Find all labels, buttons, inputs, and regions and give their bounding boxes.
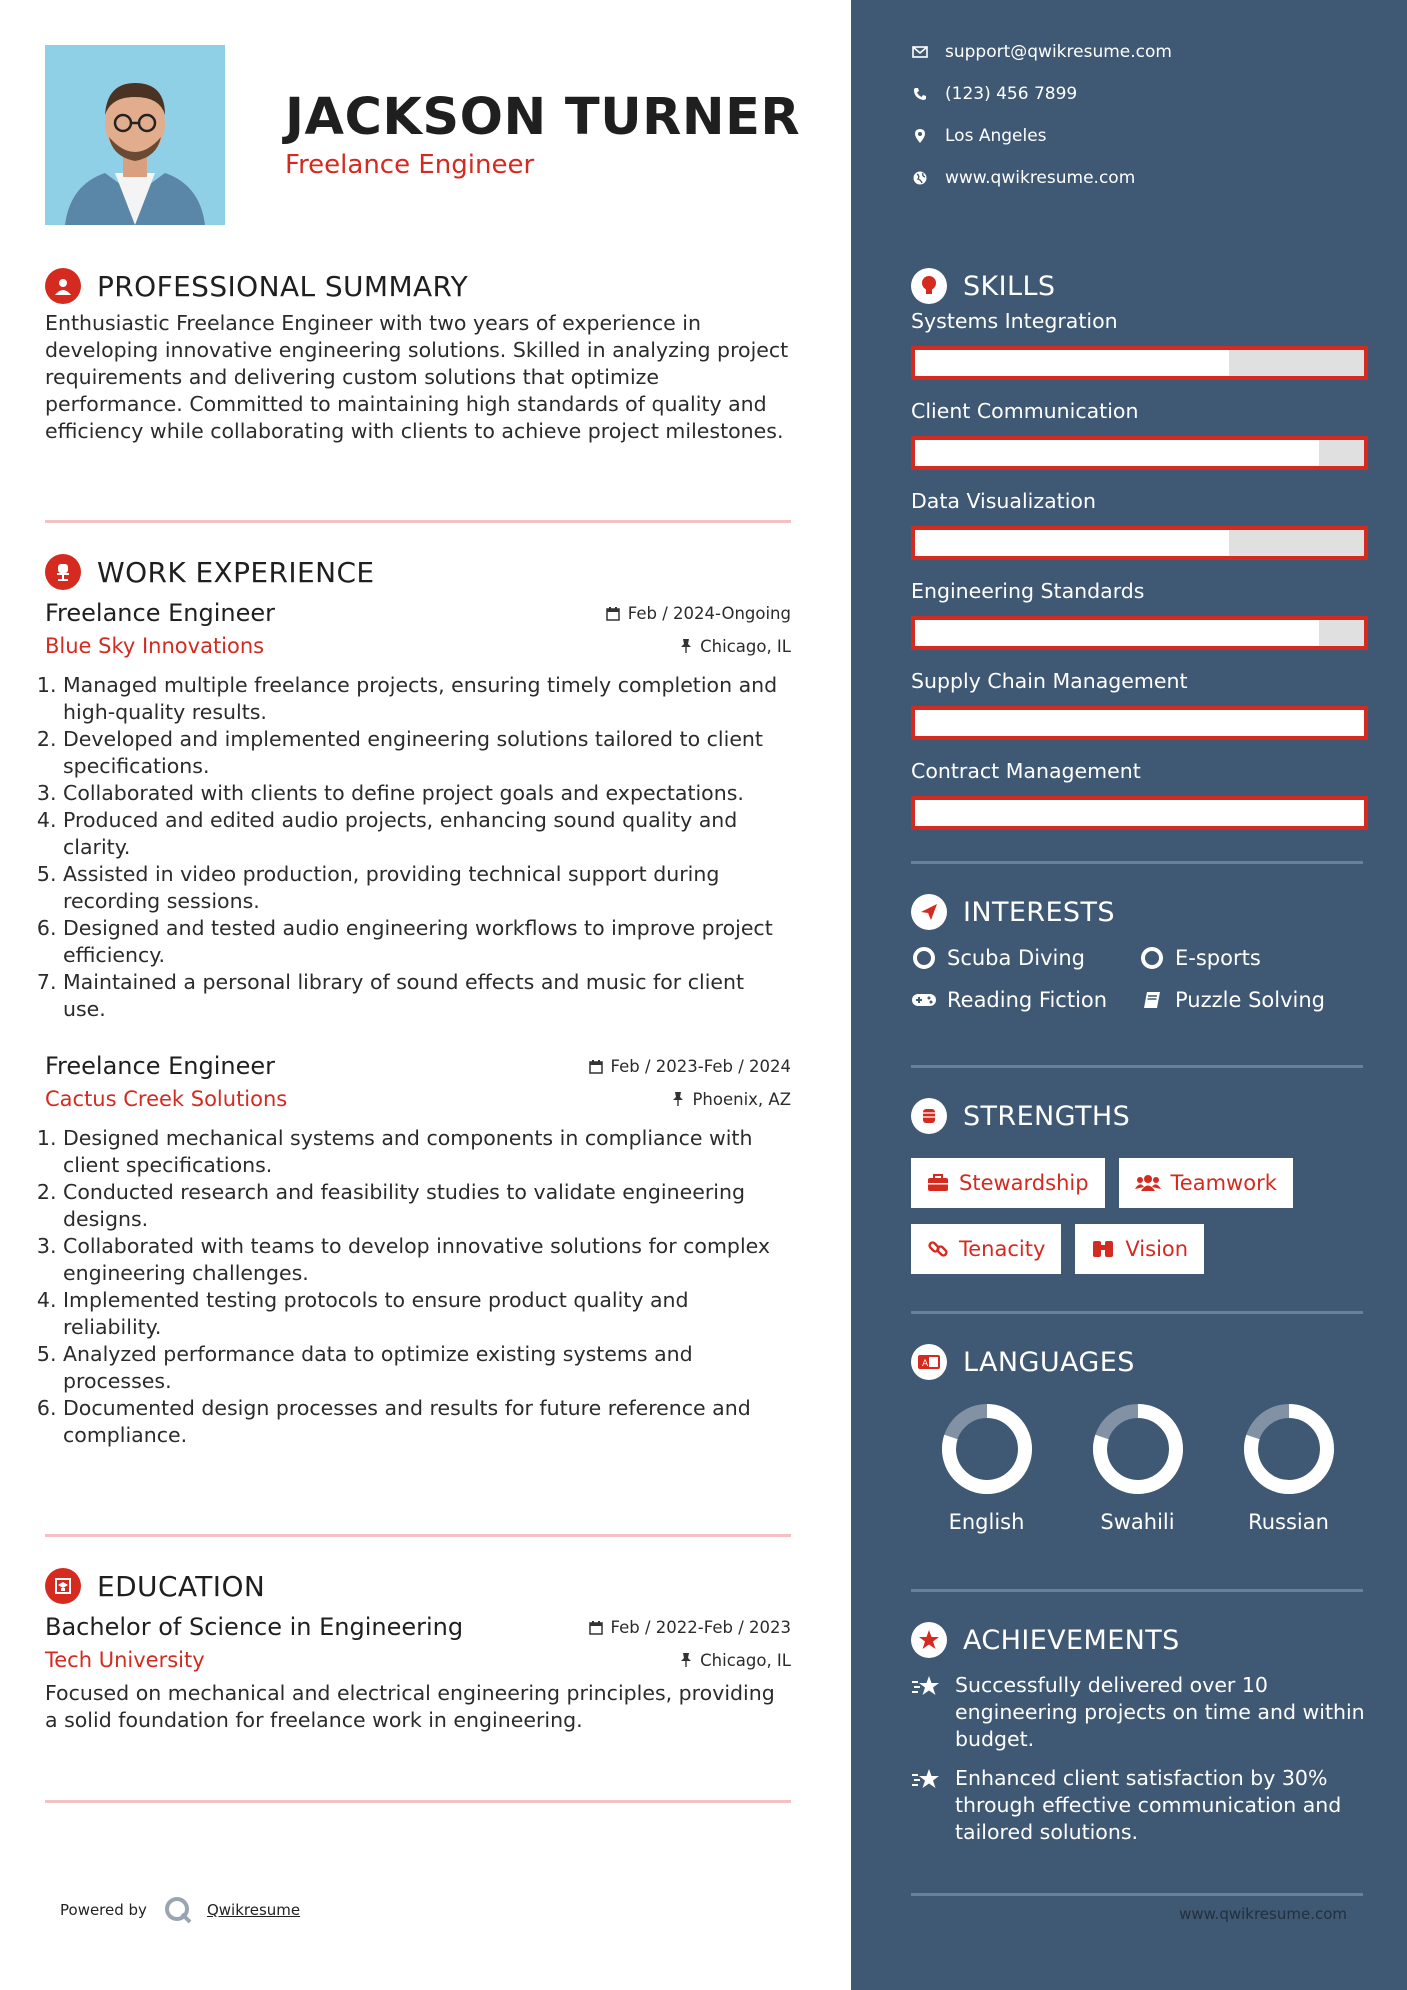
calendar-icon: [589, 1620, 603, 1635]
education-text: Focused on mechanical and electrical engineering principles, providing a solid foundation for freelance work in engineering.: [45, 1681, 775, 1732]
contact-location: Los Angeles: [911, 126, 1047, 146]
language-label: Russian: [1248, 1510, 1329, 1534]
job-dates: Feb / 2023-Feb / 2024: [589, 1057, 791, 1076]
interest-item: Reading Fiction: [911, 988, 1139, 1012]
interest-item: E-sports: [1139, 946, 1359, 970]
powered-by-label: Powered by: [60, 1901, 147, 1919]
strength-badge: Teamwork: [1119, 1158, 1293, 1208]
star-badge-icon: [911, 1622, 947, 1658]
skill-label: Engineering Standards: [911, 579, 1145, 603]
interest-item: Puzzle Solving: [1139, 988, 1359, 1012]
skill-level-fill: [915, 530, 1229, 556]
strength-badge: Vision: [1075, 1224, 1204, 1274]
skill-label: Client Communication: [911, 399, 1139, 423]
graduation-icon: [45, 1568, 81, 1604]
skill-label: Systems Integration: [911, 309, 1118, 333]
calendar-icon: [589, 1059, 603, 1074]
degree: Bachelor of Science in Engineering: [45, 1613, 464, 1641]
list-item: 5. Assisted in video production, providing technical support during recording sessions.: [63, 861, 791, 915]
skill-label: Data Visualization: [911, 489, 1096, 513]
education-section: [45, 1566, 791, 1734]
strengths-section: [911, 1096, 1366, 1274]
job-title: Freelance Engineer: [45, 1052, 275, 1080]
interest-item: Scuba Diving: [911, 946, 1139, 970]
job-company: Blue Sky Innovations: [45, 634, 265, 658]
skill-label: Contract Management: [911, 759, 1141, 783]
divider: [45, 1534, 791, 1537]
header: [285, 88, 800, 182]
list-item: 7. Maintained a personal library of sound effects and music for client use.: [63, 969, 791, 1023]
list-item: 5. Analyzed performance data to optimize existing systems and processes.: [63, 1341, 791, 1395]
work-section: [45, 552, 791, 1449]
skill-level-fill: [915, 440, 1319, 466]
pin-icon: [680, 638, 692, 654]
skill-level-fill: [915, 620, 1319, 646]
strength-badge: Tenacity: [911, 1224, 1061, 1274]
language-item: [1213, 1402, 1364, 1534]
languages-section: [911, 1342, 1366, 1534]
lifebuoy-icon: [911, 947, 937, 969]
users-icon: [1135, 1174, 1161, 1192]
achievement-item: Successfully delivered over 10 engineering projects on time and within budget.: [911, 1672, 1366, 1753]
skill-level-fill: [915, 710, 1364, 736]
summary-section: [45, 266, 791, 445]
skill-level-bar: [911, 706, 1368, 740]
gamepad-icon: [911, 992, 937, 1008]
skills-title: SKILLS: [963, 270, 1056, 302]
job-entry: [45, 1049, 791, 1449]
divider: [45, 1800, 791, 1803]
list-item: 2. Developed and implemented engineering solutions tailored to client specifications.: [63, 726, 791, 780]
language-item: [1062, 1402, 1213, 1534]
binoculars-icon: [1091, 1239, 1115, 1259]
skills-list: [911, 308, 1366, 830]
fist-icon: [911, 1098, 947, 1134]
language-label: English: [948, 1510, 1025, 1534]
work-title: WORK EXPERIENCE: [97, 555, 375, 589]
footer-site-link[interactable]: www.qwikresume.com: [1179, 1905, 1347, 1923]
lightbulb-icon: [911, 268, 947, 304]
skill-level-fill: [915, 800, 1364, 826]
qwikresume-logo-icon: [163, 1895, 193, 1925]
skill-level-bar: [911, 436, 1368, 470]
divider: [911, 1311, 1363, 1314]
skill-level-bar: [911, 526, 1368, 560]
languages-title: LANGUAGES: [963, 1346, 1135, 1378]
interests-section: [911, 892, 1366, 1012]
achievements-section: [911, 1620, 1366, 1846]
translate-icon: [911, 1344, 947, 1380]
interests-list: [911, 946, 1366, 1012]
list-item: 6. Documented design processes and results for future reference and compliance.: [63, 1395, 791, 1449]
pin-icon: [680, 1652, 692, 1668]
footer: [60, 1895, 300, 1925]
education-entry: [45, 1610, 791, 1734]
shooting-star-icon: [911, 1674, 941, 1707]
phone-icon: [911, 87, 929, 101]
language-ring: [1091, 1402, 1185, 1496]
language-label: Swahili: [1100, 1510, 1175, 1534]
pin-icon: [672, 1091, 684, 1107]
strengths-list: [911, 1158, 1311, 1274]
job-duties: [45, 1125, 791, 1449]
map-marker-icon: [911, 129, 929, 143]
lifebuoy-icon: [1139, 947, 1165, 969]
chair-icon: [45, 554, 81, 590]
qwikresume-link[interactable]: Qwikresume: [206, 1901, 301, 1919]
job-duties: [45, 672, 791, 1023]
list-item: 6. Designed and tested audio engineering workflows to improve project efficiency.: [63, 915, 791, 969]
shooting-star-icon: [911, 1767, 941, 1800]
job-title: Freelance Engineer: [45, 599, 275, 627]
globe-icon: [911, 171, 929, 185]
list-item: 4. Produced and edited audio projects, enhancing sound quality and clarity.: [63, 807, 791, 861]
job-dates: Feb / 2024-Ongoing: [606, 604, 791, 623]
language-item: [911, 1402, 1062, 1534]
candidate-name: JACKSON TURNER: [285, 88, 801, 147]
list-item: 3. Collaborated with teams to develop innovative solutions for complex engineering challenges.: [63, 1233, 791, 1287]
divider: [45, 520, 791, 523]
list-item: 4. Implemented testing protocols to ensure product quality and reliability.: [63, 1287, 791, 1341]
list-item: 2. Conducted research and feasibility studies to validate engineering designs.: [63, 1179, 791, 1233]
school: Tech University: [45, 1648, 205, 1672]
user-icon: [45, 268, 81, 304]
achievement-item: Enhanced client satisfaction by 30% through effective communication and tailored solutions.: [911, 1765, 1366, 1846]
language-ring: [1242, 1402, 1336, 1496]
list-item: 3. Collaborated with clients to define project goals and expectations.: [63, 780, 791, 807]
interests-title: INTERESTS: [963, 896, 1115, 928]
link-icon: [927, 1238, 949, 1260]
job-company: Cactus Creek Solutions: [45, 1087, 288, 1111]
achievements-title: ACHIEVEMENTS: [963, 1624, 1180, 1656]
summary-title: PROFESSIONAL SUMMARY: [97, 269, 469, 303]
divider: [911, 1893, 1363, 1896]
skill-level-bar: [911, 796, 1368, 830]
profile-photo: [45, 45, 225, 225]
contact-email[interactable]: support@qwikresume.com: [911, 42, 1172, 62]
book-icon: [1139, 990, 1165, 1010]
skill-level-bar: [911, 346, 1368, 380]
list-item: 1. Managed multiple freelance projects, ensuring timely completion and high-quality results.: [63, 672, 791, 726]
divider: [911, 1065, 1363, 1068]
skill-level-fill: [915, 350, 1229, 376]
sidebar: [851, 0, 1407, 1990]
paper-plane-icon: [911, 894, 947, 930]
skill-level-bar: [911, 616, 1368, 650]
skills-section: [911, 266, 1366, 848]
job-location: Chicago, IL: [680, 637, 791, 656]
strength-badge: Stewardship: [911, 1158, 1105, 1208]
briefcase-icon: [927, 1174, 949, 1192]
languages-list: [911, 1402, 1366, 1534]
language-ring: [940, 1402, 1034, 1496]
job-location: Phoenix, AZ: [672, 1090, 791, 1109]
job-entry: [45, 596, 791, 1023]
skill-label: Supply Chain Management: [911, 669, 1188, 693]
svg-text:A: A: [922, 1359, 929, 1369]
calendar-icon: [606, 606, 620, 621]
strengths-title: STRENGTHS: [963, 1100, 1131, 1132]
education-location: Chicago, IL: [680, 1651, 791, 1670]
summary-text: Enthusiastic Freelance Engineer with two years of experience in developing innovative engineering solutions. Skilled in analyzing project requirements and delivering custom solutions that optimize performance. Committed to maintaining high standards of quality and efficiency while collaborating with clients to achieve project milestones.: [45, 311, 789, 443]
candidate-role: Freelance Engineer: [285, 150, 535, 180]
education-dates: Feb / 2022-Feb / 2023: [589, 1618, 791, 1637]
contact-phone[interactable]: (123) 456 7899: [911, 84, 1077, 104]
divider: [911, 861, 1363, 864]
list-item: 1. Designed mechanical systems and components in compliance with client specifications.: [63, 1125, 791, 1179]
divider: [911, 1589, 1363, 1592]
education-title: EDUCATION: [97, 1569, 266, 1603]
envelope-icon: [911, 46, 929, 58]
contact-website[interactable]: www.qwikresume.com: [911, 168, 1135, 188]
